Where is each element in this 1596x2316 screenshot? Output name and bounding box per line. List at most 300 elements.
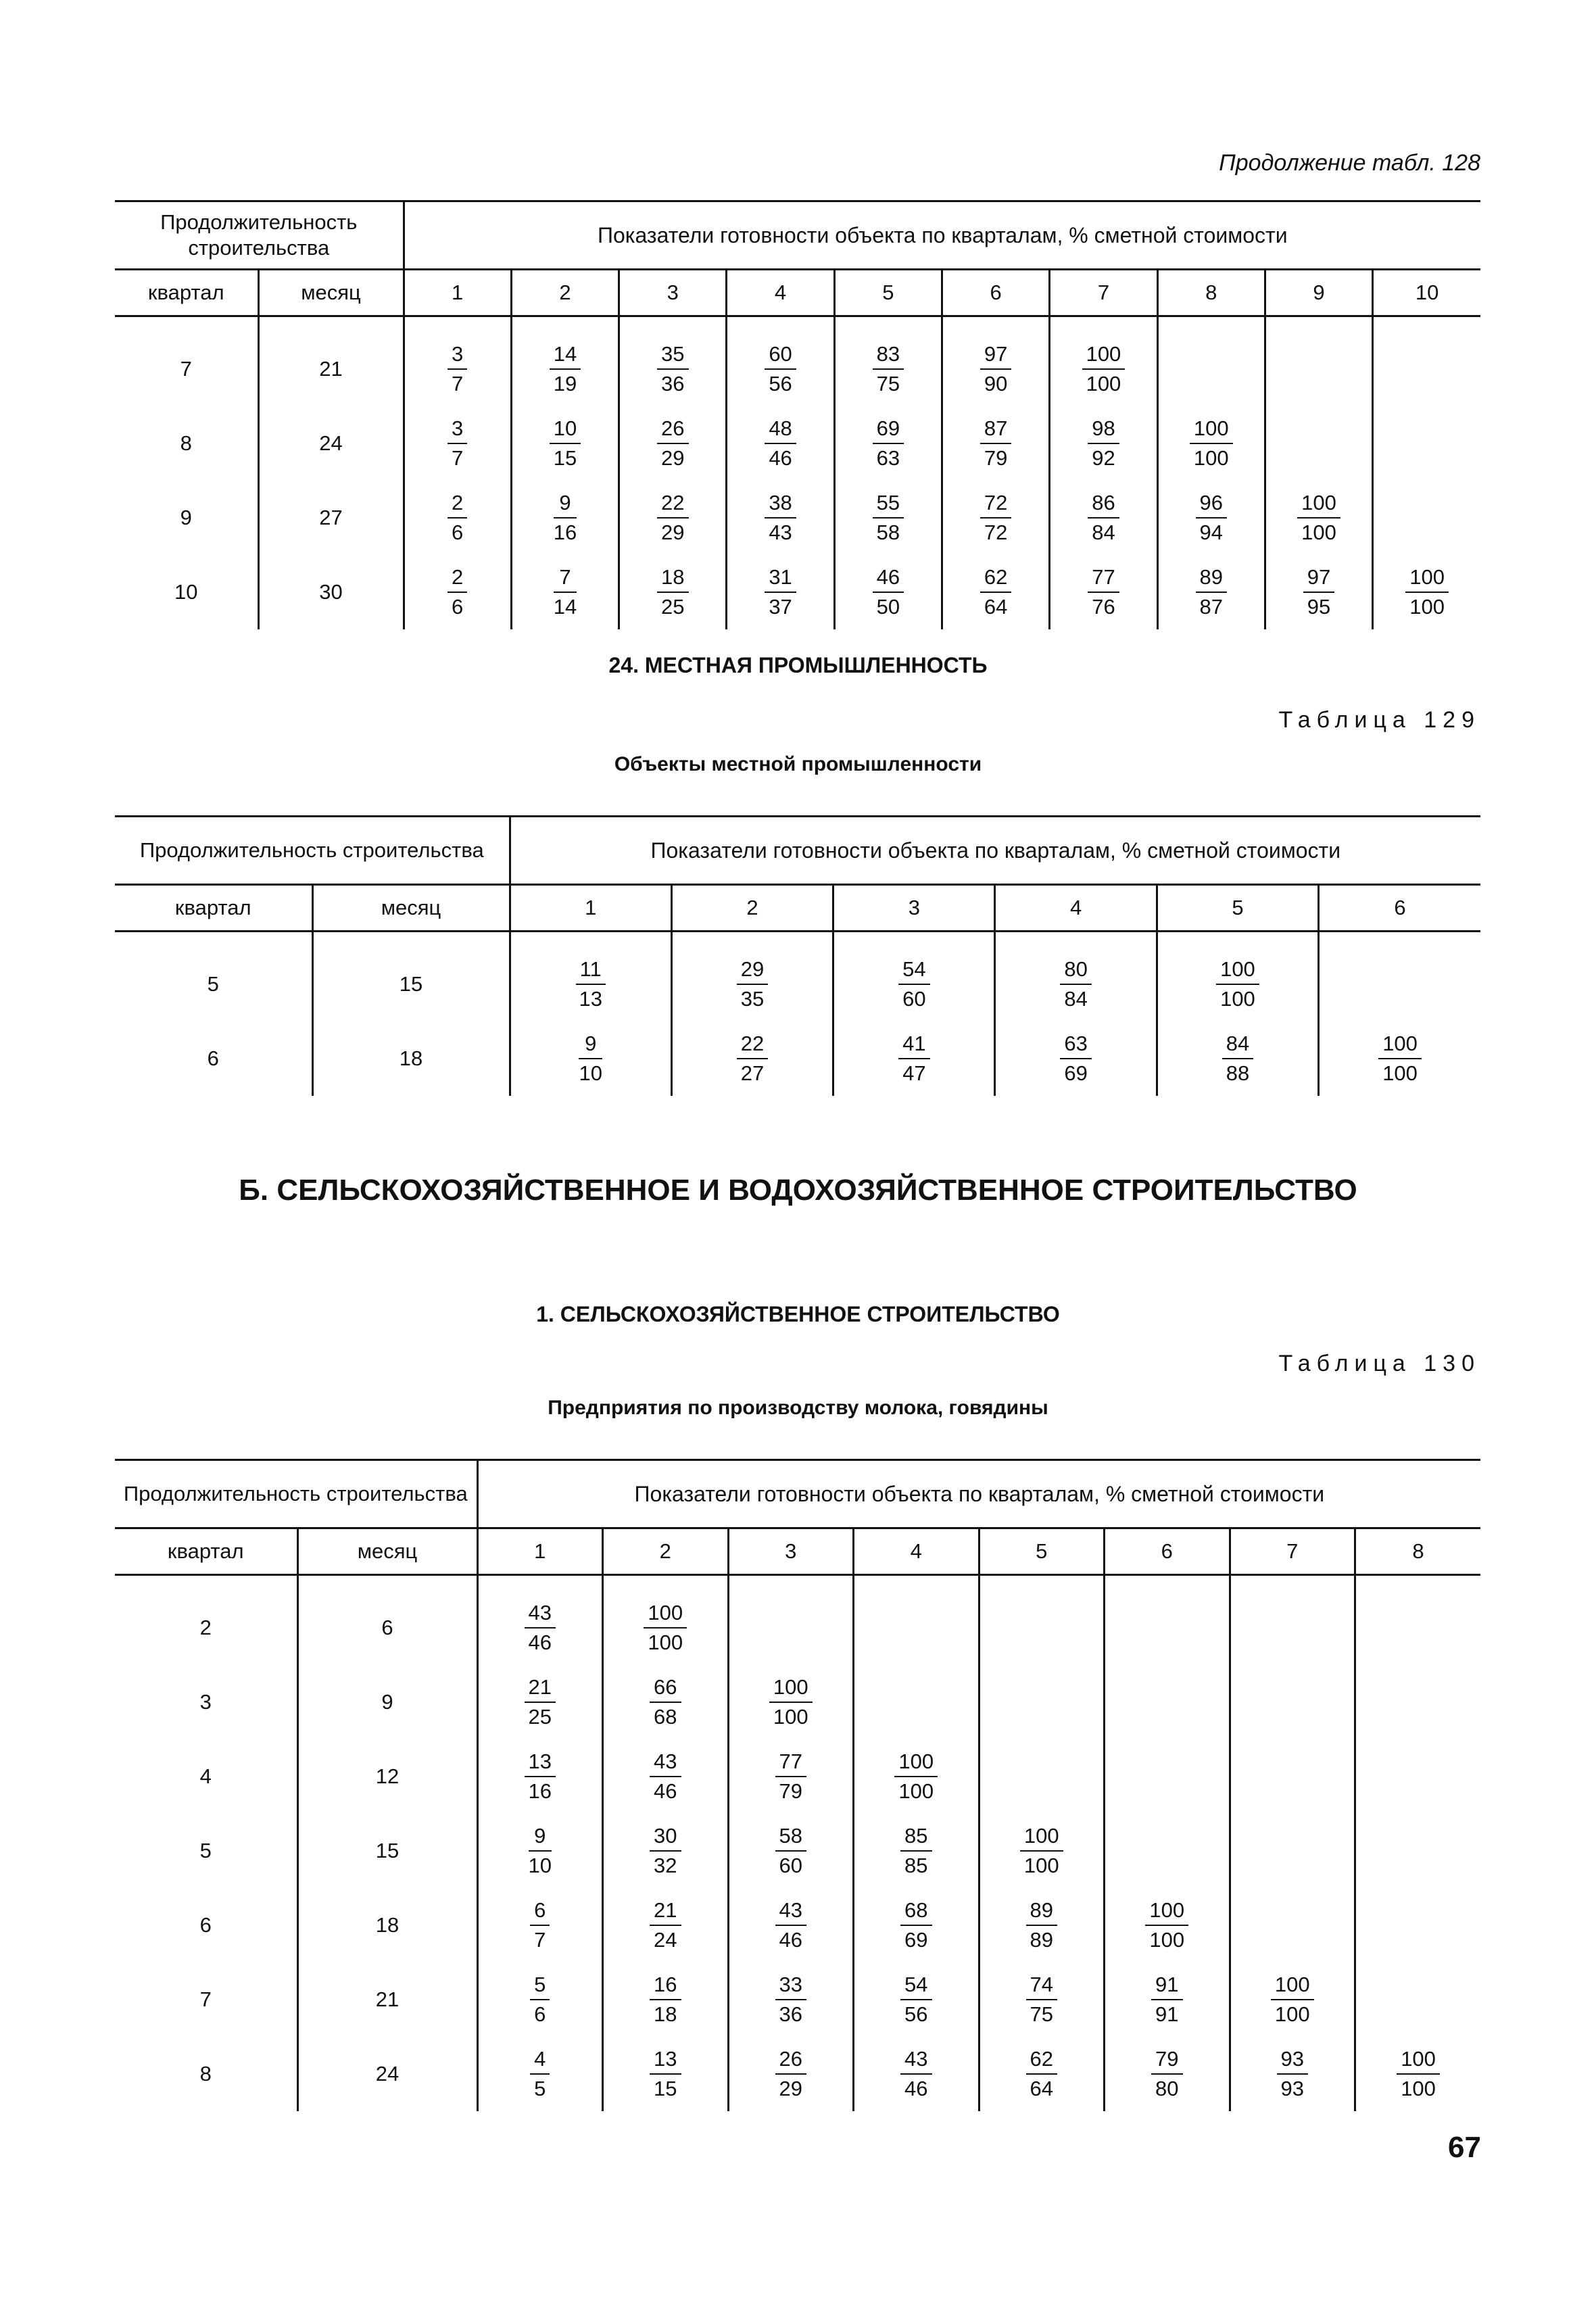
fraction-denominator: 100: [1023, 1854, 1059, 1877]
table-row: [115, 1575, 1480, 1666]
table-row: [115, 481, 1480, 555]
readiness-fraction: [898, 956, 929, 1013]
fraction-numerator: 85: [900, 1823, 932, 1852]
fraction-denominator: 47: [902, 1061, 926, 1085]
readiness-cell: [404, 316, 511, 407]
fraction-denominator: 10: [528, 1854, 552, 1877]
readiness-cell: [1373, 316, 1480, 407]
readiness-fraction: [900, 2046, 932, 2102]
readiness-cell: [727, 316, 834, 407]
fraction-denominator: 29: [661, 521, 685, 544]
readiness-cell: [671, 932, 833, 1022]
readiness-cell: [1157, 406, 1265, 481]
fraction-denominator: 100: [1220, 987, 1255, 1011]
readiness-cell: [477, 1739, 603, 1814]
readiness-cell: [1157, 316, 1265, 407]
readiness-cell: [510, 932, 671, 1022]
month-header: месяц: [258, 270, 404, 316]
month-cell: 24: [258, 406, 404, 481]
fraction-numerator: 89: [1196, 564, 1227, 593]
readiness-fraction: [775, 2046, 806, 2102]
readiness-cell: [1105, 1739, 1230, 1814]
readiness-fraction: [769, 1674, 813, 1731]
readiness-fraction: [775, 1748, 806, 1805]
readiness-fraction: [650, 1674, 681, 1731]
section-b-heading: Б. СЕЛЬСКОХОЗЯЙСТВЕННОЕ И ВОДОХОЗЯЙСТВЕННОЕ СТРОИТЕЛЬСТВО: [239, 1174, 1357, 1207]
section-24-heading: 24. МЕСТНАЯ ПРОМЫШЛЕННОСТЬ: [608, 653, 988, 677]
readiness-cell: [995, 1021, 1157, 1096]
fraction-numerator: 100: [1020, 1823, 1063, 1852]
fraction-denominator: 68: [654, 1705, 677, 1729]
fraction-denominator: 76: [1092, 595, 1115, 619]
fraction-denominator: 14: [553, 595, 577, 619]
readiness-fraction: [900, 1823, 932, 1879]
table-128: [115, 200, 1480, 629]
fraction-numerator: 43: [525, 1599, 556, 1629]
readiness-cell: [404, 481, 511, 555]
readiness-fraction: [737, 956, 768, 1013]
readiness-fraction: [775, 1823, 806, 1879]
readiness-fraction: [900, 1897, 932, 1954]
fraction-denominator: 46: [769, 446, 792, 470]
readiness-fraction: [529, 1823, 552, 1879]
readiness-cell: [1355, 1814, 1481, 1888]
fraction-numerator: 6: [530, 1897, 550, 1926]
table-body: [115, 932, 1480, 1096]
readiness-cell: [404, 406, 511, 481]
column-number-header: 2: [671, 885, 833, 932]
fraction-numerator: 7: [554, 564, 577, 593]
fraction-denominator: 7: [452, 372, 464, 395]
readiness-cell: [1105, 1888, 1230, 1962]
table-row: [115, 1021, 1480, 1096]
readiness-cell: [1319, 932, 1480, 1022]
fraction-numerator: 100: [1190, 415, 1233, 444]
section-1-heading: 1. СЕЛЬСКОХОЗЯЙСТВЕННОЕ СТРОИТЕЛЬСТВО: [536, 1302, 1060, 1326]
readiness-fraction: [898, 1030, 929, 1087]
fraction-numerator: 9: [529, 1823, 552, 1852]
fraction-numerator: 100: [1271, 1971, 1314, 2000]
fraction-denominator: 100: [1401, 2077, 1436, 2100]
readiness-fraction: [1303, 564, 1334, 621]
fraction-numerator: 80: [1060, 956, 1091, 985]
fraction-denominator: 6: [534, 2002, 546, 2026]
fraction-denominator: 89: [1030, 1928, 1053, 1952]
column-number-row: [115, 885, 1480, 932]
readiness-cell: [728, 1888, 854, 1962]
readiness-cell: [979, 1665, 1105, 1739]
fraction-numerator: 30: [650, 1823, 681, 1852]
fraction-denominator: 46: [779, 1928, 802, 1952]
fraction-denominator: 60: [902, 987, 926, 1011]
readiness-cell: [1355, 1665, 1481, 1739]
table-row: [115, 1665, 1480, 1739]
readiness-fraction: [650, 1823, 681, 1879]
readiness-cell: [834, 406, 942, 481]
readiness-fraction: [873, 564, 904, 621]
month-cell: 18: [312, 1021, 510, 1096]
fraction-denominator: 25: [528, 1705, 552, 1729]
table-130-title: Предприятия по производству молока, говядины: [548, 1397, 1048, 1419]
fraction-numerator: 4: [530, 2046, 550, 2075]
readiness-cell: [1355, 1739, 1481, 1814]
fraction-numerator: 9: [579, 1030, 602, 1059]
fraction-denominator: 58: [876, 521, 900, 544]
readiness-cell: [603, 1962, 729, 2037]
readiness-cell: [854, 1665, 980, 1739]
fraction-denominator: 100: [1274, 2002, 1310, 2026]
fraction-numerator: 83: [873, 341, 904, 370]
readiness-header: Показатели готовности объекта по кварталам, % сметной стоимости: [510, 817, 1480, 885]
readiness-cell: [834, 555, 942, 629]
readiness-fraction: [1145, 1897, 1188, 1954]
quarter-cell: 7: [199, 1987, 212, 2011]
readiness-cell: [619, 406, 727, 481]
readiness-cell: [619, 481, 727, 555]
table-129-number: Таблица 129: [1278, 707, 1480, 733]
readiness-fraction: [1405, 564, 1449, 621]
readiness-cell: [1105, 1962, 1230, 2037]
fraction-numerator: 100: [769, 1674, 813, 1703]
fraction-denominator: 75: [876, 372, 900, 395]
readiness-cell: [854, 1739, 980, 1814]
readiness-cell: [511, 316, 619, 407]
readiness-cell: [1265, 481, 1372, 555]
quarter-cell: 2: [199, 1616, 212, 1639]
column-number-header: 7: [1230, 1528, 1355, 1575]
readiness-fraction: [873, 489, 904, 546]
readiness-cell: [1230, 1962, 1355, 2037]
readiness-cell: [1265, 406, 1372, 481]
readiness-fraction: [1026, 1971, 1057, 2028]
fraction-denominator: 19: [553, 372, 577, 395]
readiness-fraction: [980, 341, 1011, 397]
readiness-cell: [1050, 481, 1157, 555]
readiness-cell: [1105, 2037, 1230, 2111]
fraction-numerator: 10: [550, 415, 581, 444]
fraction-numerator: 100: [894, 1748, 938, 1777]
readiness-cell: [728, 2037, 854, 2111]
readiness-fraction: [1082, 341, 1126, 397]
readiness-fraction: [554, 564, 577, 621]
readiness-cell: [1373, 406, 1480, 481]
readiness-cell: [727, 481, 834, 555]
month-cell: 15: [297, 1814, 477, 1888]
readiness-fraction: [657, 341, 688, 397]
readiness-cell: [1355, 1575, 1481, 1666]
fraction-denominator: 94: [1199, 521, 1223, 544]
readiness-fraction: [1088, 489, 1119, 546]
fraction-numerator: 100: [1216, 956, 1259, 985]
readiness-cell: [511, 481, 619, 555]
fraction-numerator: 77: [1088, 564, 1119, 593]
quarter-cell: 6: [199, 1913, 212, 1937]
fraction-numerator: 100: [1397, 2046, 1440, 2075]
readiness-cell: [1230, 2037, 1355, 2111]
column-number-header: 6: [1105, 1528, 1230, 1575]
fraction-numerator: 100: [644, 1599, 687, 1629]
readiness-cell: [477, 1665, 603, 1739]
fraction-numerator: 62: [1026, 2046, 1057, 2075]
table-row: [115, 1814, 1480, 1888]
readiness-fraction: [980, 564, 1011, 621]
readiness-fraction: [775, 1971, 806, 2028]
readiness-fraction: [448, 489, 467, 546]
column-number-header: 4: [727, 270, 834, 316]
readiness-fraction: [525, 1599, 556, 1656]
readiness-cell: [511, 406, 619, 481]
month-cell: 9: [297, 1665, 477, 1739]
readiness-cell: [477, 1575, 603, 1666]
fraction-denominator: 35: [740, 987, 765, 1011]
fraction-denominator: 56: [769, 372, 792, 395]
quarter-header: квартал: [115, 885, 312, 932]
fraction-denominator: 43: [769, 521, 792, 544]
fraction-denominator: 100: [1086, 372, 1121, 395]
readiness-cell: [510, 1021, 671, 1096]
column-number-header: 5: [979, 1528, 1105, 1575]
readiness-fraction: [650, 1897, 681, 1954]
fraction-numerator: 11: [576, 956, 606, 985]
fraction-numerator: 100: [1297, 489, 1340, 518]
fraction-numerator: 13: [525, 1748, 556, 1777]
readiness-fraction: [530, 2046, 550, 2102]
quarter-cell: 7: [180, 357, 192, 381]
readiness-cell: [619, 555, 727, 629]
fraction-numerator: 100: [1082, 341, 1126, 370]
fraction-denominator: 50: [876, 595, 900, 619]
fraction-numerator: 63: [1060, 1030, 1091, 1059]
column-number-header: 6: [1319, 885, 1480, 932]
fraction-numerator: 100: [1405, 564, 1449, 593]
readiness-cell: [727, 555, 834, 629]
fraction-denominator: 7: [452, 446, 464, 470]
readiness-fraction: [737, 1030, 768, 1087]
fraction-numerator: 58: [775, 1823, 806, 1852]
column-number-header: 4: [854, 1528, 980, 1575]
readiness-cell: [1157, 555, 1265, 629]
month-header: месяц: [297, 1528, 477, 1575]
fraction-denominator: 37: [769, 595, 792, 619]
fraction-denominator: 46: [528, 1631, 552, 1654]
readiness-fraction: [1216, 956, 1259, 1013]
fraction-denominator: 84: [1064, 987, 1088, 1011]
fraction-numerator: 68: [900, 1897, 932, 1926]
table-130: [115, 1459, 1480, 2111]
fraction-numerator: 66: [650, 1674, 681, 1703]
readiness-cell: [619, 316, 727, 407]
month-cell: 30: [258, 555, 404, 629]
fraction-denominator: 46: [654, 1779, 677, 1803]
duration-header: Продолжительность строительства: [115, 201, 404, 270]
fraction-denominator: 6: [452, 595, 464, 619]
readiness-fraction: [775, 1897, 806, 1954]
fraction-numerator: 43: [775, 1897, 806, 1926]
column-number-row: [115, 270, 1480, 316]
readiness-fraction: [1297, 489, 1340, 546]
readiness-fraction: [1026, 1897, 1057, 1954]
readiness-fraction: [1026, 2046, 1057, 2102]
fraction-denominator: 29: [661, 446, 685, 470]
readiness-cell: [671, 1021, 833, 1096]
fraction-denominator: 100: [1193, 446, 1229, 470]
fraction-denominator: 29: [779, 2077, 802, 2100]
column-number-header: 5: [1157, 885, 1318, 932]
readiness-fraction: [1196, 489, 1227, 546]
fraction-numerator: 38: [765, 489, 796, 518]
column-number-header: 4: [995, 885, 1157, 932]
fraction-numerator: 14: [550, 341, 581, 370]
fraction-denominator: 95: [1307, 595, 1331, 619]
readiness-cell: [1265, 316, 1372, 407]
readiness-fraction: [530, 1897, 550, 1954]
continuation-title: Продолжение табл. 128: [1219, 150, 1480, 176]
table-row: [115, 2037, 1480, 2111]
readiness-fraction: [448, 341, 467, 397]
readiness-cell: [942, 481, 1050, 555]
readiness-cell: [854, 1888, 980, 1962]
column-number-header: 1: [404, 270, 511, 316]
readiness-cell: [477, 2037, 603, 2111]
readiness-fraction: [576, 956, 606, 1013]
fraction-numerator: 33: [775, 1971, 806, 2000]
fraction-denominator: 36: [779, 2002, 802, 2026]
fraction-denominator: 72: [984, 521, 1008, 544]
table-body: [115, 316, 1480, 630]
readiness-fraction: [765, 489, 796, 546]
table-row: [115, 406, 1480, 481]
table-row: [115, 555, 1480, 629]
fraction-numerator: 46: [873, 564, 904, 593]
fraction-numerator: 100: [1378, 1030, 1422, 1059]
readiness-cell: [979, 1814, 1105, 1888]
readiness-cell: [1355, 1888, 1481, 1962]
month-cell: 18: [297, 1888, 477, 1962]
fraction-denominator: 69: [904, 1928, 928, 1952]
column-number-header: 10: [1373, 270, 1480, 316]
quarter-cell: 10: [174, 580, 198, 604]
readiness-cell: [1265, 555, 1372, 629]
column-number-row: [115, 1528, 1480, 1575]
readiness-cell: [1050, 555, 1157, 629]
fraction-numerator: 77: [775, 1748, 806, 1777]
fraction-numerator: 2: [448, 489, 467, 518]
readiness-cell: [1355, 1962, 1481, 2037]
readiness-cell: [1157, 1021, 1318, 1096]
readiness-fraction: [550, 341, 581, 397]
readiness-cell: [834, 481, 942, 555]
readiness-cell: [404, 555, 511, 629]
fraction-denominator: 92: [1092, 446, 1115, 470]
readiness-fraction: [980, 489, 1011, 546]
fraction-numerator: 5: [530, 1971, 550, 2000]
table-row: [115, 1962, 1480, 2037]
readiness-cell: [979, 2037, 1105, 2111]
month-cell: 21: [258, 316, 404, 407]
readiness-fraction: [873, 341, 904, 397]
fraction-denominator: 64: [984, 595, 1008, 619]
readiness-fraction: [765, 564, 796, 621]
month-cell: 12: [297, 1739, 477, 1814]
fraction-denominator: 36: [661, 372, 685, 395]
readiness-fraction: [1277, 2046, 1308, 2102]
readiness-cell: [942, 555, 1050, 629]
table-row: [115, 316, 1480, 407]
fraction-numerator: 22: [737, 1030, 768, 1059]
readiness-cell: [511, 555, 619, 629]
fraction-denominator: 46: [904, 2077, 928, 2100]
fraction-denominator: 60: [779, 1854, 802, 1877]
quarter-header: квартал: [115, 270, 258, 316]
readiness-fraction: [1378, 1030, 1422, 1087]
readiness-cell: [1157, 932, 1318, 1022]
fraction-denominator: 87: [1199, 595, 1223, 619]
column-number-header: 1: [510, 885, 671, 932]
fraction-denominator: 5: [534, 2077, 546, 2100]
readiness-cell: [477, 1962, 603, 2037]
duration-header: Продолжительность строительства: [115, 1460, 477, 1528]
page-number: 67: [1448, 2131, 1481, 2164]
fraction-numerator: 98: [1088, 415, 1119, 444]
month-header: месяц: [312, 885, 510, 932]
fraction-denominator: 79: [984, 446, 1008, 470]
readiness-cell: [1355, 2037, 1481, 2111]
quarter-cell: 5: [207, 972, 219, 996]
readiness-cell: [854, 2037, 980, 2111]
readiness-fraction: [448, 564, 467, 621]
readiness-cell: [728, 1814, 854, 1888]
readiness-fraction: [894, 1748, 938, 1805]
readiness-cell: [1230, 1739, 1355, 1814]
quarter-cell: 9: [180, 506, 192, 529]
fraction-numerator: 26: [657, 415, 688, 444]
fraction-denominator: 75: [1030, 2002, 1053, 2026]
quarter-cell: 5: [199, 1839, 212, 1862]
fraction-numerator: 43: [900, 2046, 932, 2075]
readiness-cell: [942, 406, 1050, 481]
fraction-numerator: 55: [873, 489, 904, 518]
fraction-denominator: 27: [740, 1061, 765, 1085]
fraction-numerator: 31: [765, 564, 796, 593]
readiness-cell: [603, 1575, 729, 1666]
fraction-numerator: 97: [980, 341, 1011, 370]
readiness-cell: [477, 1888, 603, 1962]
readiness-cell: [995, 932, 1157, 1022]
fraction-numerator: 89: [1026, 1897, 1057, 1926]
fraction-numerator: 21: [525, 1674, 556, 1703]
readiness-fraction: [650, 2046, 681, 2102]
readiness-cell: [979, 1739, 1105, 1814]
readiness-fraction: [657, 564, 688, 621]
fraction-denominator: 10: [579, 1061, 602, 1085]
fraction-denominator: 80: [1155, 2077, 1179, 2100]
fraction-denominator: 16: [528, 1779, 552, 1803]
quarter-cell: 3: [199, 1690, 212, 1714]
readiness-fraction: [448, 415, 467, 472]
readiness-cell: [1230, 1888, 1355, 1962]
fraction-denominator: 7: [534, 1928, 546, 1952]
readiness-fraction: [765, 341, 796, 397]
column-number-header: 3: [833, 885, 995, 932]
readiness-fraction: [1190, 415, 1233, 472]
table-row: [115, 932, 1480, 1022]
readiness-fraction: [1151, 2046, 1182, 2102]
readiness-fraction: [554, 489, 577, 546]
month-cell: 15: [312, 932, 510, 1022]
column-number-header: 2: [511, 270, 619, 316]
readiness-fraction: [980, 415, 1011, 472]
table-130-number: Таблица 130: [1278, 1351, 1480, 1376]
